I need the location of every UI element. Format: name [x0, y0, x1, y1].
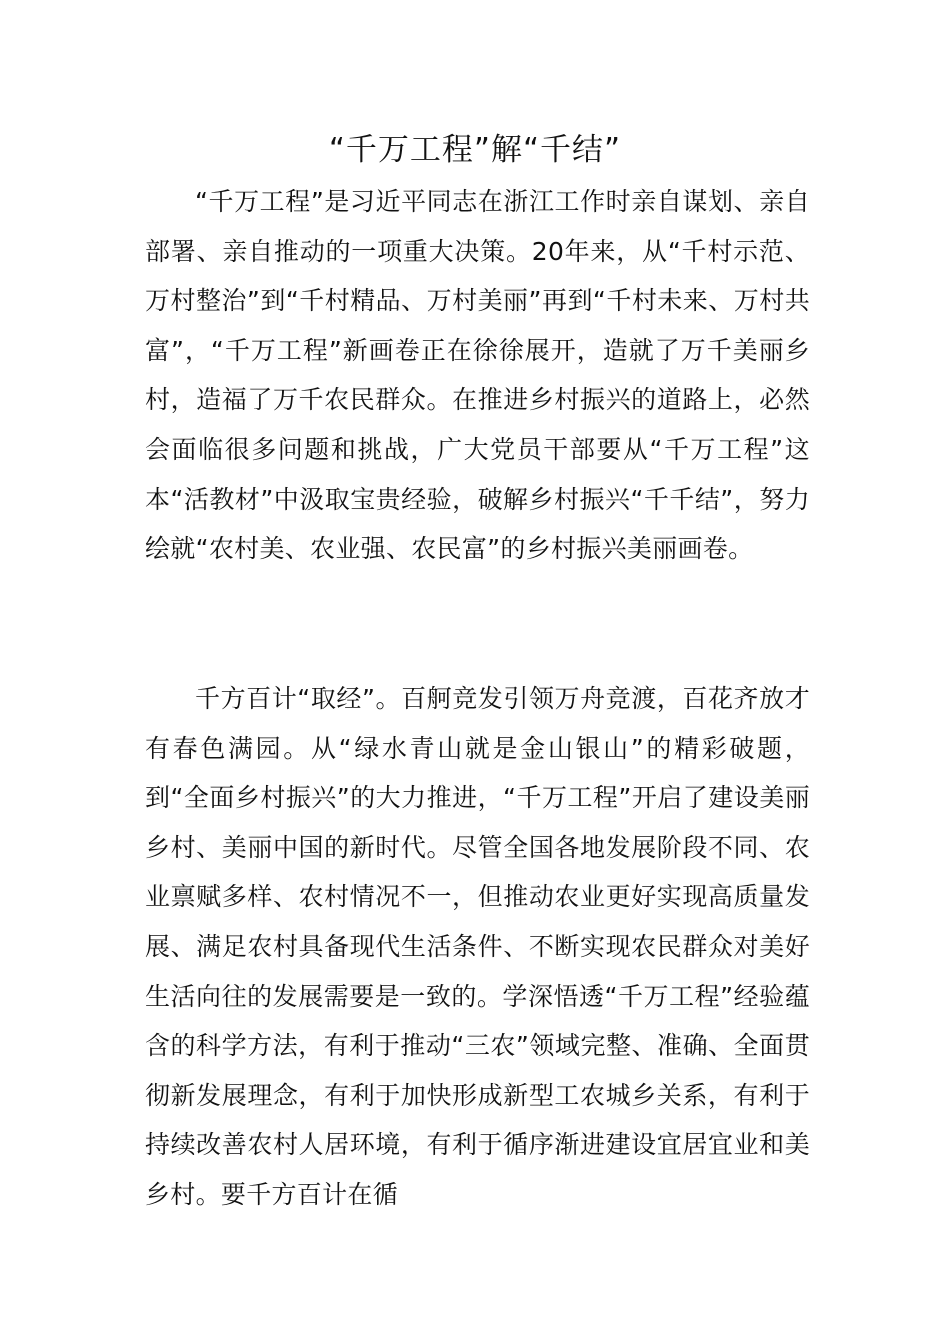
document-title: “千万工程”解“千结” [328, 132, 622, 168]
paragraph-2: 千方百计“取经”。百舸竞发引领万舟竞渡，百花齐放才有春色满园。从“绿水青山就是金山银山”的精彩破题，到“全面乡村振兴”的大力推进，“千万工程”开启了建设美丽乡村、美丽中国的新时代。尽管全国各地发展阶段不同、农业禀赋多样、农村情况不一，但推动农业更好实现高质量发展、满足农村具备现代生活条件、不断实现农民群众对美好生活向往的发展需要是一致的。学深悟透“千万工程”经验蕴含的科学方法，有利于推动“三农”领域完整、准确、全面贯彻新发展理念，有利于加快形成新型工农城乡关系，有利于持续改善农村人居环境，有利于循序渐进建设宜居宜业和美乡村。要千方百计在循 [145, 684, 810, 1209]
paragraph-1: “千万工程”是习近平同志在浙江工作时亲自谋划、亲自部署、亲自推动的一项重大决策。20年来，从“千村示范、万村整治”到“千村精品、万村美丽”再到“千村未来、万村共富”，“千万工程”新画卷正在徐徐展开，造就了万千美丽乡村，造福了万千农民群众。在推进乡村振兴的道路上，必然会面临很多问题和挑战，广大党员干部要从“千万工程”这本“活教材”中汲取宝贵经验，破解乡村振兴“千千结”，努力绘就“农村美、农业强、农民富”的乡村振兴美丽画卷。 [145, 187, 810, 564]
